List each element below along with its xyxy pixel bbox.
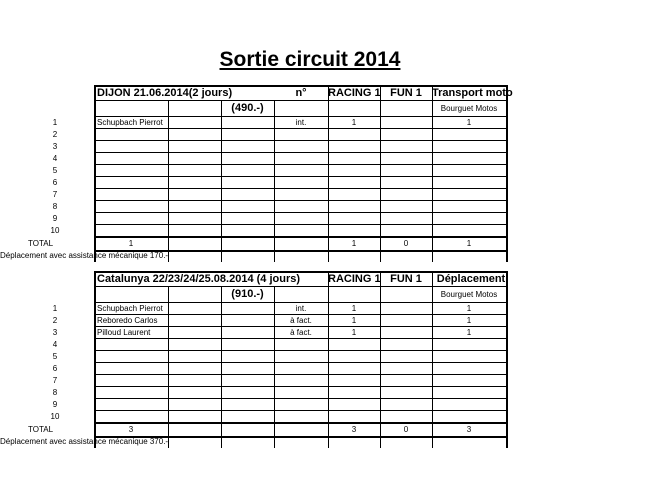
participant-billing: à fact. [290, 316, 312, 325]
total-label: TOTAL [28, 239, 54, 248]
event-price: (490.-) [231, 102, 264, 114]
grid-line [94, 100, 506, 101]
grid-line [94, 422, 506, 424]
row-number: 9 [52, 400, 58, 409]
row-number: 4 [52, 340, 58, 349]
grid-line [94, 176, 506, 177]
transport-count: 1 [466, 304, 472, 313]
participant-billing: à fact. [290, 328, 312, 337]
grid-line [94, 212, 506, 213]
grid-line [328, 85, 329, 262]
row-number: 2 [52, 130, 58, 139]
grid-line [274, 286, 275, 448]
participant-name: Pilloud Laurent [97, 328, 151, 337]
travel-note: Déplacement avec assistance mécanique 170.- [0, 251, 169, 260]
grid-line [94, 362, 506, 363]
participant-billing: int. [295, 118, 307, 127]
grid-line [94, 350, 506, 351]
grid-line [274, 100, 275, 262]
grid-line [94, 85, 506, 87]
transport-provider: Bourguet Motos [440, 104, 498, 113]
grid-line [94, 224, 506, 225]
transport-count: 1 [466, 118, 472, 127]
grid-line [94, 271, 96, 448]
grid-line [94, 128, 506, 129]
total-participants: 1 [128, 239, 134, 248]
col-header-transport: Transport moto [432, 87, 513, 99]
grid-line [432, 271, 433, 448]
grid-line [221, 100, 222, 262]
row-number: 4 [52, 154, 58, 163]
total-label: TOTAL [28, 425, 54, 434]
grid-line [94, 164, 506, 165]
row-number: 9 [52, 214, 58, 223]
racing-count: 1 [351, 328, 357, 337]
grid-line [94, 286, 506, 287]
grid-line [94, 116, 506, 117]
participant-name: Schupbach Pierrot [97, 118, 163, 127]
racing-count: 1 [351, 118, 357, 127]
grid-line [380, 85, 381, 262]
grid-line [94, 140, 506, 141]
total-transport: 3 [466, 425, 472, 434]
event-title: DIJON 21.06.2014(2 jours) [97, 87, 233, 99]
col-header-transport: Déplacement [436, 273, 506, 285]
grid-line [94, 188, 506, 189]
col-header-fun: FUN 1 [390, 87, 422, 99]
participant-name: Schupbach Pierrot [97, 304, 163, 313]
total-racing: 1 [351, 239, 357, 248]
col-header-n: n° [295, 87, 307, 99]
row-number: 8 [52, 388, 58, 397]
grid-line [94, 314, 506, 315]
page-title: Sortie circuit 2014 [219, 48, 401, 71]
grid-line [94, 398, 506, 399]
grid-line [94, 250, 506, 252]
row-number: 6 [52, 364, 58, 373]
racing-count: 1 [351, 304, 357, 313]
event-price: (910.-) [231, 288, 264, 300]
row-number: 1 [52, 118, 58, 127]
grid-line [94, 436, 506, 438]
total-fun: 0 [403, 239, 409, 248]
transport-count: 1 [466, 316, 472, 325]
row-number: 10 [50, 412, 60, 421]
grid-line [94, 200, 506, 201]
row-number: 8 [52, 202, 58, 211]
grid-line [94, 236, 506, 238]
participant-billing: int. [295, 304, 307, 313]
col-header-fun: FUN 1 [390, 273, 422, 285]
total-transport: 1 [466, 239, 472, 248]
grid-line [94, 374, 506, 375]
row-number: 7 [52, 190, 58, 199]
grid-line [94, 85, 96, 262]
grid-line [94, 386, 506, 387]
total-racing: 3 [351, 425, 357, 434]
transport-count: 1 [466, 328, 472, 337]
total-participants: 3 [128, 425, 134, 434]
row-number: 10 [50, 226, 60, 235]
grid-line [94, 271, 506, 273]
grid-line [94, 410, 506, 411]
grid-line [94, 152, 506, 153]
row-number: 5 [52, 166, 58, 175]
grid-line [168, 286, 169, 448]
racing-count: 1 [351, 316, 357, 325]
col-header-racing: RACING 1 [328, 87, 381, 99]
row-number: 5 [52, 352, 58, 361]
grid-line [506, 85, 508, 262]
col-header-racing: RACING 1 [328, 273, 381, 285]
row-number: 1 [52, 304, 58, 313]
grid-line [380, 271, 381, 448]
row-number: 3 [52, 328, 58, 337]
grid-line [328, 271, 329, 448]
row-number: 7 [52, 376, 58, 385]
row-number: 2 [52, 316, 58, 325]
grid-line [506, 271, 508, 448]
row-number: 3 [52, 142, 58, 151]
grid-line [94, 302, 506, 303]
travel-note: Déplacement avec assistance mécanique 370.- [0, 437, 169, 446]
grid-line [94, 338, 506, 339]
participant-name: Reboredo Carlos [97, 316, 158, 325]
grid-line [168, 100, 169, 262]
total-fun: 0 [403, 425, 409, 434]
grid-line [221, 286, 222, 448]
grid-line [432, 85, 433, 262]
grid-line [94, 326, 506, 327]
transport-provider: Bourguet Motos [440, 290, 498, 299]
row-number: 6 [52, 178, 58, 187]
event-title: Catalunya 22/23/24/25.08.2014 (4 jours) [97, 273, 301, 285]
